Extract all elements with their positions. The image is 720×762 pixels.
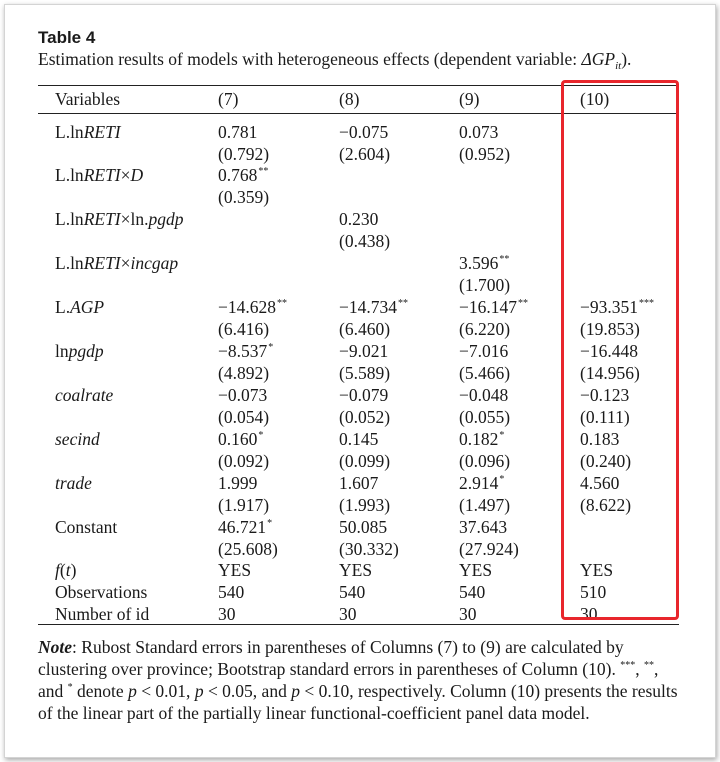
- coefficient-cell: 3.596**: [459, 253, 510, 273]
- row-label: secind: [55, 429, 100, 449]
- coefficient-cell: −0.073: [218, 385, 268, 405]
- coefficient-cell: 0.230: [339, 209, 379, 229]
- coefficient-cell: 46.721*: [218, 517, 273, 537]
- footer-row-label: Observations: [55, 582, 148, 602]
- coefficient-cell: 0.183: [580, 429, 620, 449]
- coefficient-cell: 1.999: [218, 473, 258, 493]
- row-label: L.lnRETI×incgap: [55, 253, 179, 273]
- coefficient-cell: −7.016: [459, 341, 509, 361]
- caption-variable: ΔGP: [581, 49, 616, 69]
- column-header: (8): [339, 89, 360, 109]
- row-label: L.lnRETI: [55, 122, 121, 142]
- coefficient-cell: 4.560: [580, 473, 620, 493]
- significance-stars: *: [258, 430, 264, 441]
- std-error-cell: (0.052): [339, 407, 391, 427]
- footer-cell: 30: [580, 604, 598, 624]
- std-error-cell: (0.240): [580, 451, 632, 471]
- coefficient-cell: 0.182*: [459, 429, 505, 449]
- std-error-cell: (19.853): [580, 319, 640, 339]
- significance-stars: *: [267, 518, 273, 529]
- column-header: (10): [580, 89, 610, 109]
- coefficient-cell: 0.160*: [218, 429, 264, 449]
- caption-suffix: ).: [621, 49, 632, 69]
- std-error-cell: (1.700): [459, 275, 511, 295]
- significance-stars: **: [258, 166, 269, 177]
- footer-cell: 30: [459, 604, 477, 624]
- std-error-cell: (0.952): [459, 144, 511, 164]
- coefficient-cell: 1.607: [339, 473, 379, 493]
- std-error-cell: (0.099): [339, 451, 391, 471]
- footer-cell: YES: [459, 560, 493, 580]
- coefficient-cell: 50.085: [339, 517, 388, 537]
- std-error-cell: (0.359): [218, 187, 270, 207]
- std-error-cell: (0.438): [339, 231, 391, 251]
- footer-cell: 510: [580, 582, 607, 602]
- coefficient-cell: 0.768**: [218, 165, 269, 185]
- coefficient-cell: −0.075: [339, 122, 389, 142]
- std-error-cell: (1.993): [339, 495, 391, 515]
- std-error-cell: (0.054): [218, 407, 270, 427]
- row-label: L.AGP: [55, 297, 105, 317]
- std-error-cell: (1.497): [459, 495, 511, 515]
- coefficient-cell: −14.734**: [339, 297, 408, 317]
- std-error-cell: (6.460): [339, 319, 391, 339]
- significance-stars: *: [268, 342, 274, 353]
- coefficient-cell: −93.351***: [580, 297, 654, 317]
- std-error-cell: (27.924): [459, 539, 519, 559]
- significance-stars: **: [499, 254, 510, 265]
- std-error-cell: (0.792): [218, 144, 270, 164]
- table-title: Table 4: [38, 28, 96, 47]
- std-error-cell: (4.892): [218, 363, 270, 383]
- footer-cell: 30: [339, 604, 357, 624]
- std-error-cell: (25.608): [218, 539, 278, 559]
- footer-cell: 30: [218, 604, 236, 624]
- row-label: Constant: [55, 517, 118, 537]
- caption-prefix: Estimation results of models with heterogeneous effects (dependent variable:: [38, 49, 582, 69]
- coefficient-cell: −14.628**: [218, 297, 287, 317]
- significance-stars: **: [398, 298, 408, 309]
- row-label: trade: [55, 473, 92, 493]
- footer-cell: 540: [339, 582, 366, 602]
- significance-stars: *: [499, 474, 505, 485]
- footer-cell: YES: [580, 560, 614, 580]
- coefficient-cell: 2.914*: [459, 473, 505, 493]
- coefficient-cell: −0.123: [580, 385, 630, 405]
- row-label: L.lnRETI×ln.pgdp: [55, 209, 184, 229]
- column-header-variables: Variables: [55, 89, 121, 109]
- coefficient-cell: −9.021: [339, 341, 389, 361]
- row-label: L.lnRETI×D: [55, 165, 144, 185]
- column-header: (9): [459, 89, 480, 109]
- std-error-cell: (8.622): [580, 495, 632, 515]
- caption-subscript: it: [615, 60, 622, 72]
- coefficient-cell: 0.073: [459, 122, 499, 142]
- row-label: coalrate: [55, 385, 114, 405]
- coefficient-cell: −16.448: [580, 341, 638, 361]
- footer-cell: YES: [218, 560, 252, 580]
- std-error-cell: (0.111): [580, 407, 630, 427]
- std-error-cell: (5.466): [459, 363, 511, 383]
- coefficient-cell: 0.145: [339, 429, 379, 449]
- std-error-cell: (5.589): [339, 363, 391, 383]
- column-header: (7): [218, 89, 239, 109]
- std-error-cell: (0.055): [459, 407, 511, 427]
- coefficient-cell: −0.079: [339, 385, 389, 405]
- footer-row-label: f(t): [55, 560, 77, 580]
- footer-cell: 540: [459, 582, 486, 602]
- significance-stars: *: [499, 430, 505, 441]
- footer-cell: 540: [218, 582, 245, 602]
- coefficient-cell: −16.147**: [459, 297, 528, 317]
- column-10-highlight: [561, 80, 679, 620]
- significance-stars: **: [277, 298, 287, 309]
- footer-cell: YES: [339, 560, 373, 580]
- std-error-cell: (30.332): [339, 539, 399, 559]
- table-caption: [38, 49, 631, 70]
- std-error-cell: (14.956): [580, 363, 640, 383]
- std-error-cell: (1.917): [218, 495, 270, 515]
- table-note: Note: Rubost Standard errors in parentheses of Columns (7) to (9) are calculated by clustering over province; Bootstrap standard errors in parentheses of Column (10). ***, **, and * denote p < 0.01, p < 0.05, and p < 0.10, respectively. Column (10) presents the results of the linear part of the partially linear functional-coefficient panel data model.: [38, 637, 678, 723]
- std-error-cell: (0.092): [218, 451, 270, 471]
- std-error-cell: (6.220): [459, 319, 511, 339]
- coefficient-cell: 0.781: [218, 122, 258, 142]
- std-error-cell: (0.096): [459, 451, 511, 471]
- significance-stars: **: [518, 298, 528, 309]
- significance-stars: ***: [639, 298, 654, 309]
- coefficient-cell: 37.643: [459, 517, 508, 537]
- std-error-cell: (2.604): [339, 144, 391, 164]
- std-error-cell: (6.416): [218, 319, 270, 339]
- coefficient-cell: −0.048: [459, 385, 509, 405]
- coefficient-cell: −8.537*: [218, 341, 274, 361]
- row-label: lnpgdp: [55, 341, 104, 361]
- footer-row-label: Number of id: [55, 604, 150, 624]
